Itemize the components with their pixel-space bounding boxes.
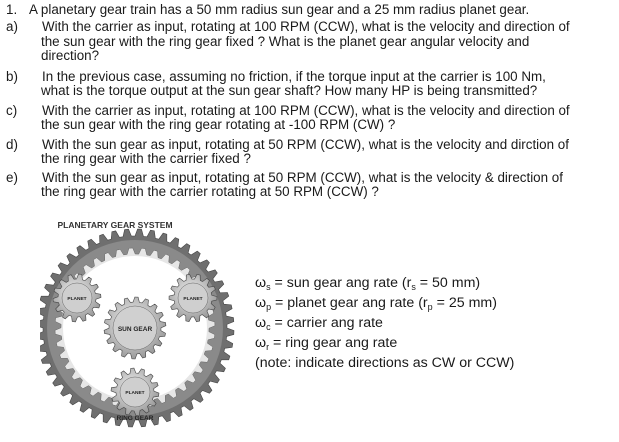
part-line: In the previous case, assuming no friction, if the torque input at the carrier is 100 Nm, [42, 69, 546, 84]
part-label: c) [6, 103, 18, 118]
legend-note: (note: indicate directions as CW or CCW) [255, 355, 515, 371]
part-line: the sun gear with the ring gear fixed ? What is the planet gear angular velocity and [41, 34, 530, 49]
part-line: direction? [41, 48, 100, 63]
part-label: e) [6, 170, 18, 185]
planetary-gear-figure [40, 218, 260, 438]
part-label: a) [6, 19, 18, 34]
part-label: b) [6, 69, 18, 84]
legend-line-3: $\omega_c$ = carrier ang rate [255, 315, 383, 332]
part-line: With the sun gear as input, rotating at 50 RPM (CCW), what is the velocity and dirction of [42, 137, 569, 152]
sun-gear-label: SUN GEAR [117, 326, 153, 333]
question-text: A planetary gear train has a 50 mm radius sun gear and a 25 mm radius planet gear. [29, 2, 530, 17]
legend-line-2: $\omega_p$ = planet gear ang rate ($r_p = 25$ mm) [255, 295, 497, 312]
part-line: the sun gear with the ring gear rotating at -100 RPM (CW) ? [41, 117, 396, 132]
legend-line-1: $\omega_s$ = sun gear ang rate ($r_s = 50$ mm) [255, 275, 481, 292]
legend-line-4: $\omega_r$ = ring gear ang rate [255, 335, 398, 352]
planet-gear-label: PLANET [183, 297, 203, 302]
part-line: With the carrier as input, rotating at 100 RPM (CCW), what is the velocity and direction of [42, 103, 570, 118]
part-label: d) [6, 137, 18, 152]
ring-gear-label: RING GEAR [116, 415, 154, 422]
planet-gear-label: PLANET [125, 391, 145, 396]
question-number: 1. [6, 2, 18, 17]
part-line: the ring gear with the carrier rotating at 50 RPM (CCW) ? [41, 184, 379, 199]
part-line: the ring gear with the carrier fixed ? [41, 151, 251, 166]
part-line: With the carrier as input, rotating at 100 RPM (CCW), what is the velocity and direction of [42, 19, 570, 34]
figure-title: PLANETARY GEAR SYSTEM [57, 220, 173, 230]
part-line: what is the torque output at the sun gear shaft? How many HP is being transmitted? [41, 83, 538, 98]
planet-gear-label: PLANET [67, 297, 87, 302]
part-line: With the sun gear as input, rotating at 50 RPM (CCW), what is the velocity & direction of [42, 170, 563, 185]
